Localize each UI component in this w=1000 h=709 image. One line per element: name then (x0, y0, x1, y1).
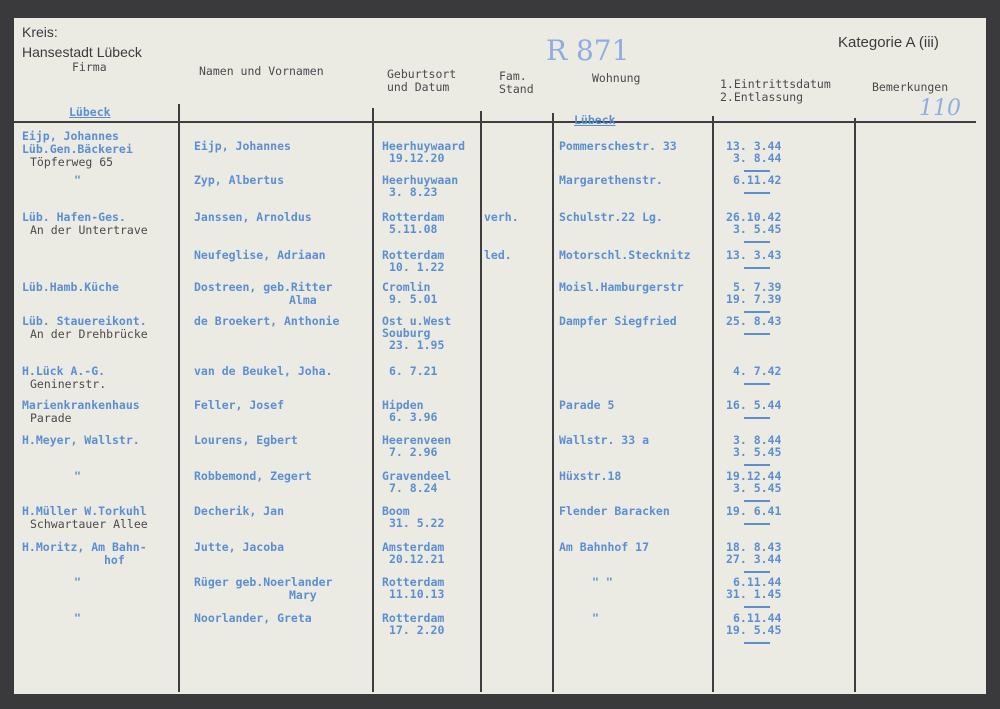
firma-cell: H.Müller W.Torkuhl (22, 504, 147, 518)
name-cell: Robbemond, Zegert (194, 469, 312, 483)
date-cell: 13. 3.44 (726, 139, 782, 153)
address-cell: " " (592, 575, 613, 589)
date-underline (744, 606, 770, 608)
column-rule-5 (712, 116, 714, 692)
name-cell: Janssen, Arnoldus (194, 210, 312, 224)
date-underline (744, 464, 770, 466)
birth-cell: Ost u.West (382, 314, 452, 328)
address-cell: Wallstr. 33 a (559, 433, 650, 447)
name-cell: Alma (289, 293, 317, 307)
firma-cell: " (74, 173, 81, 187)
date-cell: 3. 8.44 (733, 433, 782, 447)
birth-cell: Hipden (382, 398, 424, 412)
date-underline (744, 170, 770, 172)
birth-cell: 20.12.21 (389, 552, 445, 566)
header-dates-1: 1.Eintrittsdatum (720, 77, 831, 91)
date-cell: 3. 5.45 (733, 445, 782, 459)
address-cell: Am Bahnhof 17 (559, 540, 650, 554)
name-cell: Zyp, Albertus (194, 173, 285, 187)
firma-cell: Parade (30, 411, 72, 425)
name-cell: Neufeglise, Adriaan (194, 248, 326, 262)
name-cell: Lourens, Egbert (194, 433, 298, 447)
column-rule-3 (480, 111, 482, 692)
date-underline (744, 523, 770, 525)
birth-cell: Heerhuywaan (382, 173, 459, 187)
date-cell: 26.10.42 (726, 210, 782, 224)
date-cell: 16. 5.44 (726, 398, 782, 412)
address-cell: Moisl.Hamburgerstr (559, 280, 684, 294)
birth-cell: Rotterdam (382, 210, 445, 224)
date-cell: 3. 5.45 (733, 222, 782, 236)
header-firma: Firma (72, 60, 107, 74)
birth-cell: Rotterdam (382, 575, 445, 589)
birth-cell: 11.10.13 (389, 587, 445, 601)
firma-cell: Lüb.Gen.Bäckerei (22, 142, 133, 156)
birth-cell: 6. 3.96 (389, 410, 438, 424)
date-cell: 19. 6.41 (726, 504, 782, 518)
header-fam-1: Fam. (499, 69, 527, 83)
category-label: Kategorie A (iii) (838, 34, 939, 51)
firma-cell: Geninerstr. (30, 377, 107, 391)
birth-cell: 3. 8.23 (389, 185, 438, 199)
name-cell: Rüger geb.Noerlander (194, 575, 333, 589)
header-dates-2: 2.Entlassung (720, 90, 804, 104)
address-cell: " (592, 611, 599, 625)
header-fam-2: Stand (499, 82, 534, 96)
firma-cell: H.Moritz, Am Bahn- (22, 540, 147, 554)
date-underline (744, 383, 770, 385)
birth-cell: 6. 7.21 (389, 364, 438, 378)
firma-city: Lübeck (69, 105, 111, 119)
birth-cell: 19.12.20 (389, 151, 445, 165)
address-cell: Pommerschestr. 33 (559, 139, 677, 153)
family-status-cell: led. (484, 248, 512, 262)
date-cell: 31. 1.45 (726, 587, 782, 601)
name-cell: Dostreen, geb.Ritter (194, 280, 333, 294)
birth-cell: Souburg (382, 326, 431, 340)
date-cell: 27. 3.44 (726, 552, 782, 566)
date-underline (744, 417, 770, 419)
family-status-cell: verh. (484, 210, 519, 224)
firma-cell: " (74, 611, 81, 625)
header-name: Namen und Vornamen (199, 64, 324, 78)
date-underline (744, 311, 770, 313)
header-rule (14, 121, 976, 123)
kreis-value: Hansestadt Lübeck (22, 44, 142, 60)
address-cell: Schulstr.22 Lg. (559, 210, 663, 224)
date-cell: 18. 8.43 (726, 540, 782, 554)
date-cell: 19.12.44 (726, 469, 782, 483)
birth-cell: 10. 1.22 (389, 260, 445, 274)
birth-cell: Heerhuywaard (382, 139, 466, 153)
birth-cell: Gravendeel (382, 469, 452, 483)
birth-cell: Boom (382, 504, 410, 518)
birth-cell: 23. 1.95 (389, 338, 445, 352)
name-cell: van de Beukel, Joha. (194, 364, 333, 378)
address-cell: Margarethenstr. (559, 173, 663, 187)
firma-cell: H.Lück A.-G. (22, 364, 106, 378)
name-cell: Noorlander, Greta (194, 611, 312, 625)
header-birth-2: und Datum (387, 80, 450, 94)
firma-cell: Marienkrankenhaus (22, 398, 140, 412)
date-underline (744, 500, 770, 502)
firma-cell: " (74, 469, 81, 483)
column-rule-2 (372, 108, 374, 692)
birth-cell: 7. 2.96 (389, 445, 438, 459)
address-cell: Hüxstr.18 (559, 469, 622, 483)
header-remarks: Bemerkungen (872, 80, 949, 94)
firma-cell: Eijp, Johannes (22, 129, 119, 143)
birth-cell: Amsterdam (382, 540, 445, 554)
date-cell: 3. 5.45 (733, 481, 782, 495)
name-cell: Eijp, Johannes (194, 139, 291, 153)
date-cell: 4. 7.42 (733, 364, 782, 378)
name-cell: Decherik, Jan (194, 504, 285, 518)
firma-cell: Lüb.Hamb.Küche (22, 280, 119, 294)
date-cell: 19. 5.45 (726, 623, 782, 637)
firma-cell: Lüb. Hafen-Ges. (22, 210, 126, 224)
name-cell: Mary (289, 588, 317, 602)
birth-cell: Rotterdam (382, 611, 445, 625)
date-cell: 6.11.42 (733, 173, 782, 187)
firma-cell: Schwartauer Allee (30, 517, 148, 531)
name-cell: de Broekert, Anthonie (194, 314, 340, 328)
date-underline (744, 267, 770, 269)
date-cell: 6.11.44 (733, 611, 782, 625)
date-underline (744, 241, 770, 243)
kreis-label: Kreis: (22, 24, 58, 40)
date-underline (744, 642, 770, 644)
firma-cell: H.Meyer, Wallstr. (22, 433, 140, 447)
birth-cell: 9. 5.01 (389, 292, 438, 306)
date-cell: 5. 7.39 (733, 280, 782, 294)
column-rule-1 (178, 104, 180, 692)
header-wohnung: Wohnung (592, 71, 641, 85)
firma-cell: An der Drehbrücke (30, 327, 148, 341)
address-cell: Motorschl.Stecknitz (559, 248, 691, 262)
date-underline (744, 333, 770, 335)
date-cell: 19. 7.39 (726, 292, 782, 306)
header-birth-1: Geburtsort (387, 67, 457, 81)
date-cell: 13. 3.43 (726, 248, 782, 262)
birth-cell: 7. 8.24 (389, 481, 438, 495)
column-rule-6 (854, 118, 856, 692)
birth-cell: 17. 2.20 (389, 623, 445, 637)
firma-cell: hof (104, 553, 125, 567)
firma-cell: Lüb. Stauereikont. (22, 314, 147, 328)
date-cell: 3. 8.44 (733, 151, 782, 165)
birth-cell: Heerenveen (382, 433, 452, 447)
address-cell: Flender Baracken (559, 504, 670, 518)
name-cell: Feller, Josef (194, 398, 285, 412)
birth-cell: 5.11.08 (389, 222, 438, 236)
date-cell: 25. 8.43 (726, 314, 782, 328)
wohnung-city: Lübeck (574, 113, 616, 127)
birth-cell: 31. 5.22 (389, 516, 445, 530)
name-cell: Jutte, Jacoba (194, 540, 285, 554)
registration-card (14, 18, 986, 694)
firma-cell: " (74, 575, 81, 589)
reference-stamp: R 871 (546, 34, 630, 67)
page-number: 110 (919, 96, 961, 121)
address-cell: Parade 5 (559, 398, 615, 412)
date-underline (744, 192, 770, 194)
address-cell: Dampfer Siegfried (559, 314, 677, 328)
date-cell: 6.11.44 (733, 575, 782, 589)
firma-cell: Töpferweg 65 (30, 155, 114, 169)
birth-cell: Cromlin (382, 280, 431, 294)
firma-cell: An der Untertrave (30, 223, 148, 237)
birth-cell: Rotterdam (382, 248, 445, 262)
date-underline (744, 571, 770, 573)
column-rule-4 (552, 113, 554, 692)
